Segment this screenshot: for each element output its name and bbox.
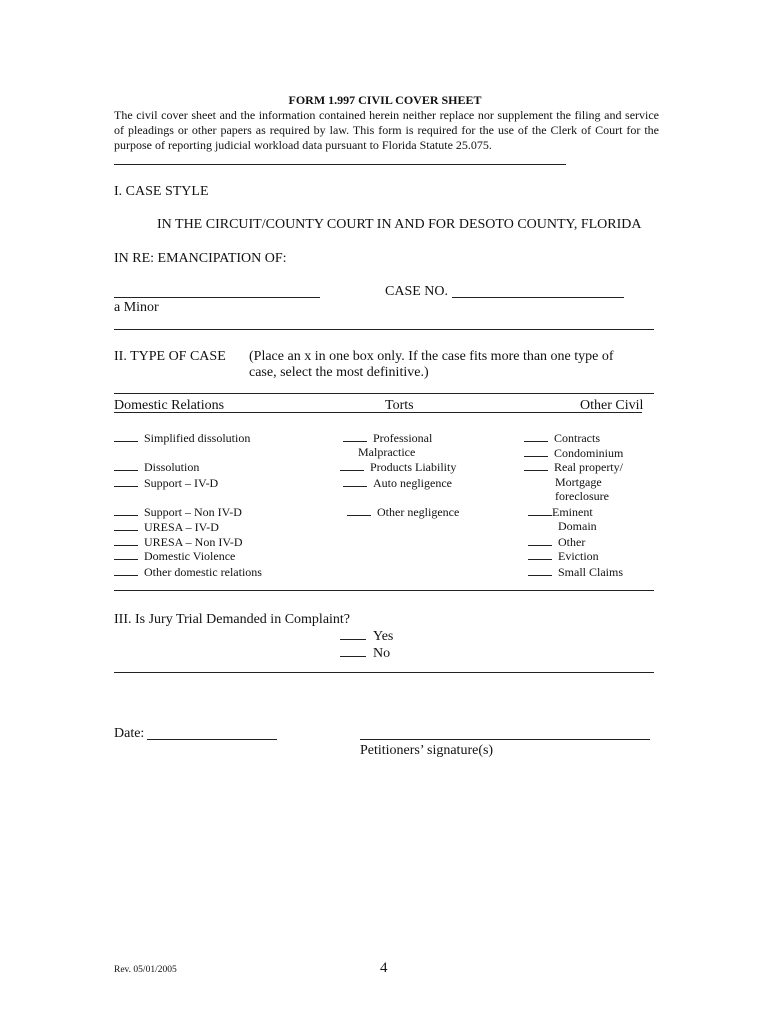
checkbox-other-negligence[interactable]: Other negligence bbox=[347, 504, 459, 520]
checkbox-condominium[interactable]: Condominium bbox=[524, 445, 623, 461]
checkbox-eviction[interactable]: Eviction bbox=[528, 548, 599, 564]
checkbox-uresa-iv-d[interactable]: URESA – IV-D bbox=[114, 519, 219, 535]
date-field[interactable] bbox=[147, 727, 277, 740]
form-title: FORM 1.997 CIVIL COVER SHEET bbox=[288, 93, 482, 107]
minor-label: a Minor bbox=[114, 300, 159, 315]
case-no-field[interactable] bbox=[452, 285, 624, 298]
section-type-of-case-heading: II. TYPE OF CASE bbox=[114, 349, 226, 364]
divider bbox=[114, 393, 654, 394]
checkbox-jury-no[interactable]: No bbox=[340, 645, 390, 662]
checkbox-support-iv-d[interactable]: Support – IV-D bbox=[114, 475, 218, 491]
divider bbox=[114, 329, 654, 330]
real-property-label-cont: Mortgage bbox=[555, 475, 602, 489]
signature-label: Petitioners’ signature(s) bbox=[360, 743, 494, 758]
type-instruction-line1: (Place an x in one box only. If the case fits more than one type of bbox=[249, 349, 614, 364]
eminent-domain-label-cont: Domain bbox=[558, 519, 597, 533]
checkbox-other-domestic-relations[interactable]: Other domestic relations bbox=[114, 564, 262, 580]
signature-field[interactable] bbox=[360, 727, 650, 740]
minor-name-field[interactable] bbox=[114, 285, 320, 298]
date-label: Date: bbox=[114, 726, 145, 741]
checkbox-domestic-violence[interactable]: Domestic Violence bbox=[114, 548, 235, 564]
real-property-label-cont2: foreclosure bbox=[555, 489, 609, 503]
section-jury-trial-heading: III. Is Jury Trial Demanded in Complaint? bbox=[114, 612, 351, 627]
divider bbox=[114, 590, 654, 591]
divider bbox=[114, 672, 654, 673]
court-caption: IN THE CIRCUIT/COUNTY COURT IN AND FOR DESOTO COUNTY, FLORIDA bbox=[157, 217, 642, 232]
checkbox-jury-yes[interactable]: Yes bbox=[340, 628, 393, 645]
checkbox-real-property[interactable]: Real property/ bbox=[524, 459, 623, 475]
section-case-style-heading: I. CASE STYLE bbox=[114, 184, 209, 199]
checkbox-products-liability[interactable]: Products Liability bbox=[340, 459, 456, 475]
column-torts: Torts bbox=[385, 398, 414, 413]
checkbox-professional-malpractice[interactable]: Professional bbox=[343, 430, 432, 446]
checkbox-eminent-domain[interactable]: Eminent bbox=[528, 504, 593, 520]
column-domestic-relations: Domestic Relations bbox=[114, 398, 225, 413]
divider bbox=[114, 164, 566, 165]
checkbox-other-civil[interactable]: Other bbox=[528, 534, 585, 550]
checkbox-contracts[interactable]: Contracts bbox=[524, 430, 600, 446]
checkbox-simplified-dissolution[interactable]: Simplified dissolution bbox=[114, 430, 250, 446]
professional-malpractice-label-cont: Malpractice bbox=[358, 445, 416, 459]
checkbox-uresa-non-iv-d[interactable]: URESA – Non IV-D bbox=[114, 534, 243, 550]
type-instruction-line2: case, select the most definitive.) bbox=[249, 365, 429, 380]
checkbox-small-claims[interactable]: Small Claims bbox=[528, 564, 623, 580]
checkbox-support-non-iv-d[interactable]: Support – Non IV-D bbox=[114, 504, 242, 520]
revision-date: Rev. 05/01/2005 bbox=[114, 965, 177, 975]
page-number: 4 bbox=[380, 960, 388, 976]
column-other-civil: Other Civil bbox=[580, 398, 644, 413]
intro-paragraph: The civil cover sheet and the information contained herein neither replace nor supplement the filing and service of pleadings or other papers as required by law. This form is required for the use of the Clerk of Court for the purpose of reporting judicial workload data pursuant to Florida Statute 25.075. bbox=[114, 108, 659, 152]
case-no-label: CASE NO. bbox=[385, 284, 449, 299]
in-re-label: IN RE: EMANCIPATION OF: bbox=[114, 251, 287, 266]
checkbox-dissolution[interactable]: Dissolution bbox=[114, 459, 199, 475]
checkbox-auto-negligence[interactable]: Auto negligence bbox=[343, 475, 452, 491]
